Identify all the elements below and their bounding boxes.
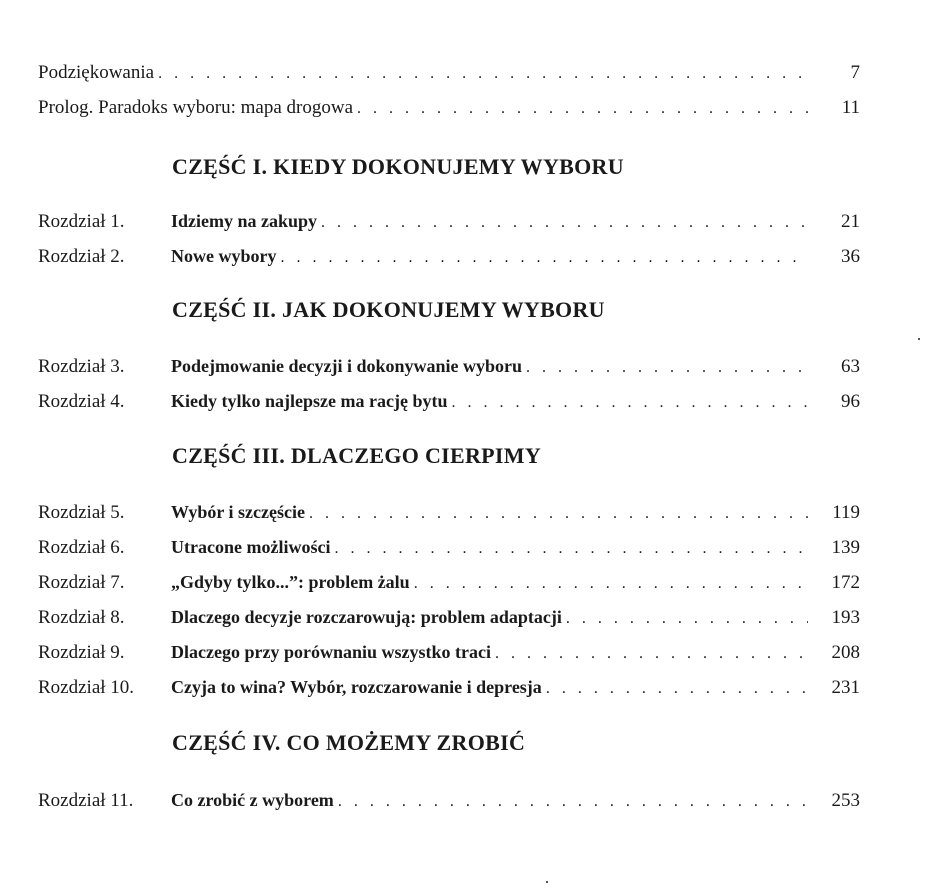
chapter-label: Rozdział 4.: [38, 391, 125, 412]
toc-entry-page: 36: [841, 246, 860, 267]
dot-leader: [281, 244, 809, 272]
toc-entry-title: „Gdyby tylko...”: problem żalu: [171, 572, 410, 592]
chapter-label: Rozdział 5.: [38, 502, 125, 523]
scan-speck: [546, 881, 548, 883]
dot-leader: [546, 675, 808, 703]
toc-entry-page: 63: [841, 356, 860, 377]
chapter-label: Rozdział 2.: [38, 246, 125, 267]
toc-entry-chapter-8[interactable]: [38, 603, 860, 631]
chapter-label: Rozdział 11.: [38, 790, 134, 811]
toc-entry-title: Nowe wybory: [171, 246, 277, 266]
toc-entry-chapter-6[interactable]: [38, 533, 860, 561]
part-heading: CZĘŚĆ IV. CO MOŻEMY ZROBIĆ: [172, 730, 526, 755]
toc-entry-title: Podziękowania: [38, 62, 155, 83]
toc-entry-chapter-2[interactable]: [38, 242, 860, 270]
dot-leader: [414, 570, 808, 598]
dot-leader: [451, 389, 808, 417]
scan-speck: [918, 338, 920, 340]
toc-entry-title: Wybór i szczęście: [171, 502, 305, 522]
toc-entry-title: Idziemy na zakupy: [171, 211, 318, 231]
part-heading: CZĘŚĆ I. KIEDY DOKONUJEMY WYBORU: [172, 154, 624, 179]
toc-entry-chapter-1[interactable]: [38, 207, 860, 235]
toc-entry-page: 193: [831, 607, 860, 628]
toc-entry-page: 208: [831, 642, 860, 663]
toc-entry-title: Kiedy tylko najlepsze ma rację bytu: [171, 391, 448, 411]
toc-entry-title: Utracone możliwości: [171, 537, 331, 557]
dot-leader: [566, 605, 808, 633]
dot-leader: [334, 535, 808, 563]
dot-leader: [526, 354, 808, 382]
toc-entry-page: 172: [831, 572, 860, 593]
toc-entry-chapter-10[interactable]: [38, 673, 860, 701]
toc-entry-prologue[interactable]: [38, 94, 860, 122]
chapter-label: Rozdział 9.: [38, 642, 125, 663]
toc-entry-page: 96: [841, 391, 860, 412]
chapter-label: Rozdział 7.: [38, 572, 125, 593]
toc-entry-page: 7: [850, 62, 860, 83]
dot-leader: [495, 640, 808, 668]
chapter-label: Rozdział 10.: [38, 677, 135, 698]
toc-entry-title: Podejmowanie decyzji i dokonywanie wyboru: [171, 356, 522, 376]
toc-entry-page: 139: [831, 537, 860, 558]
dot-leader: [357, 95, 808, 123]
toc-entry-title: Dlaczego przy porównaniu wszystko traci: [171, 642, 491, 662]
toc-entry-chapter-5[interactable]: [38, 498, 860, 526]
toc-entry-page: 253: [831, 790, 860, 811]
dot-leader: [158, 60, 808, 88]
dot-leader: [321, 209, 808, 237]
toc-entry-page: 119: [832, 502, 860, 523]
chapter-label: Rozdział 6.: [38, 537, 125, 558]
toc-entry-title: Co zrobić z wyborem: [171, 790, 334, 810]
part-heading: CZĘŚĆ II. JAK DOKONUJEMY WYBORU: [172, 297, 605, 322]
toc-entry-page: 11: [841, 97, 860, 118]
toc-entry-page: 231: [831, 677, 860, 698]
dot-leader: [309, 500, 808, 528]
toc-entry-chapter-3[interactable]: [38, 352, 860, 380]
dot-leader: [338, 788, 808, 816]
toc-entry-chapter-7[interactable]: [38, 568, 860, 596]
chapter-label: Rozdział 8.: [38, 607, 125, 628]
toc-entry-chapter-11[interactable]: [38, 786, 860, 814]
toc-entry-acknowledgements[interactable]: [38, 59, 860, 87]
part-heading: CZĘŚĆ III. DLACZEGO CIERPIMY: [172, 443, 542, 468]
chapter-label: Rozdział 3.: [38, 356, 125, 377]
toc-entry-title: Dlaczego decyzje rozczarowują: problem adaptacji: [171, 607, 562, 627]
toc-entry-chapter-4[interactable]: [38, 387, 860, 415]
toc-entry-page: 21: [841, 211, 860, 232]
chapter-label: Rozdział 1.: [38, 211, 125, 232]
toc-entry-title: Czyja to wina? Wybór, rozczarowanie i depresja: [171, 677, 542, 697]
toc-entry-chapter-9[interactable]: [38, 638, 860, 666]
toc-entry-title: Prolog. Paradoks wyboru: mapa drogowa: [38, 97, 354, 118]
